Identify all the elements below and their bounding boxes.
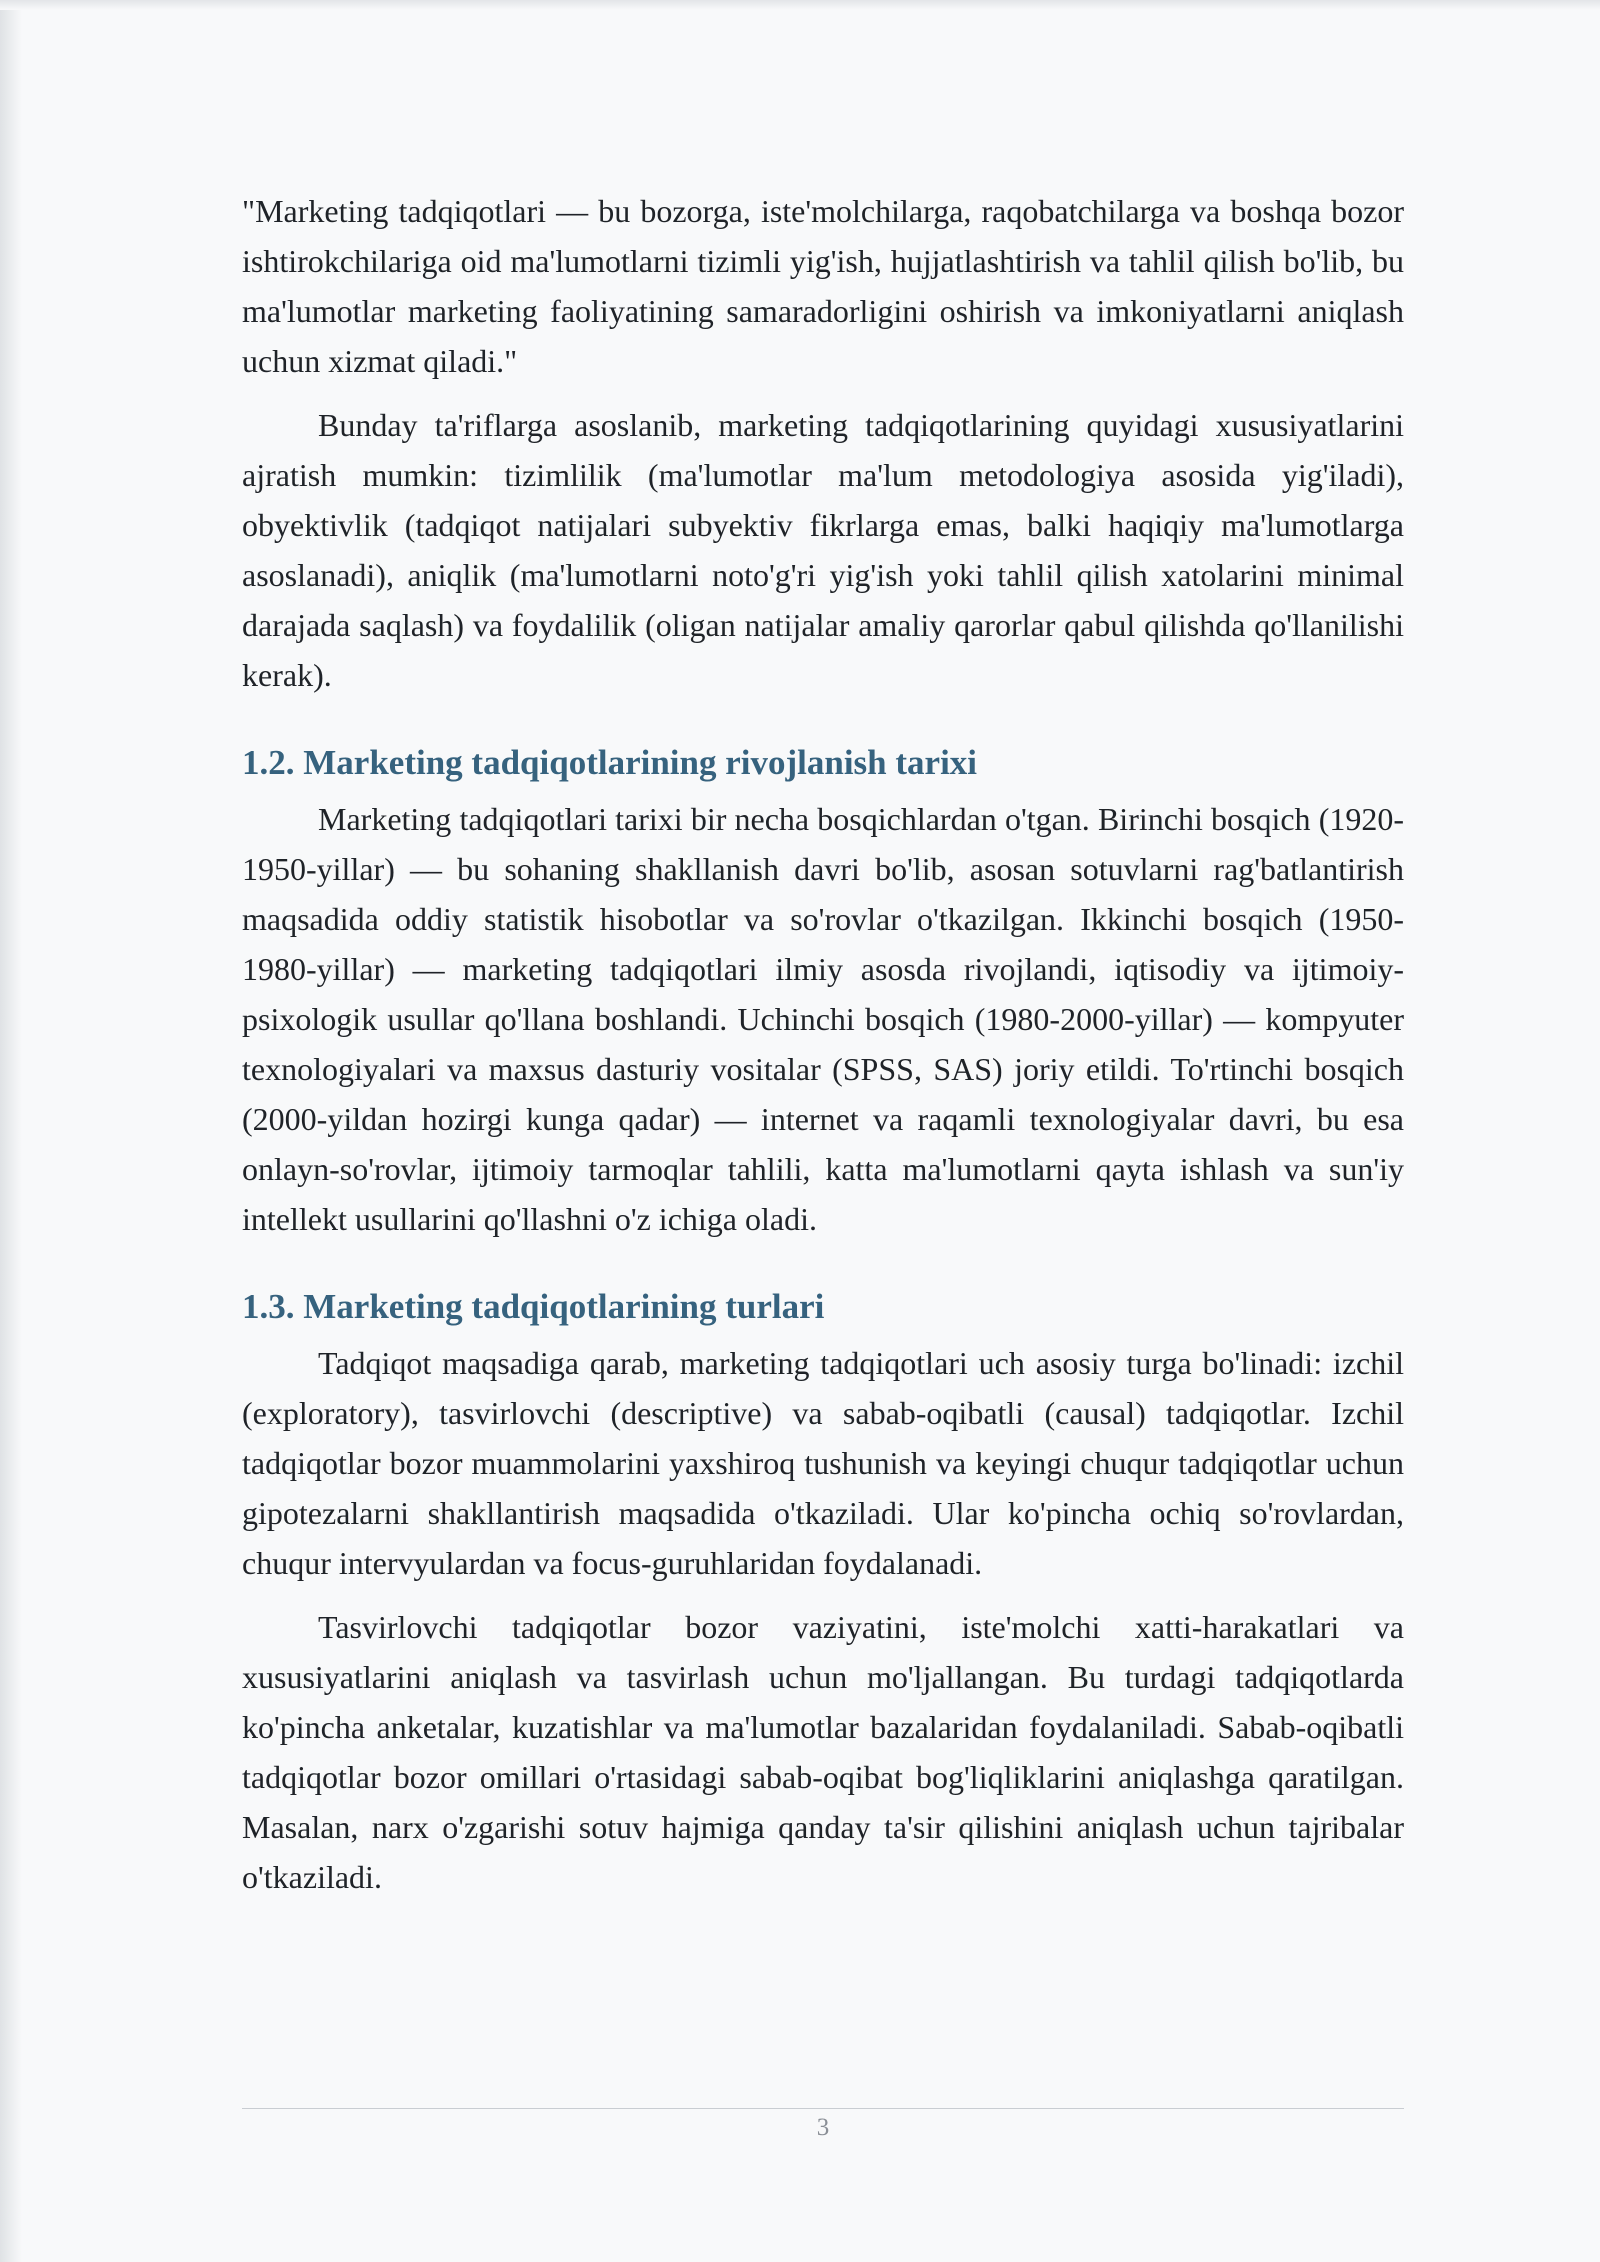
page-top-shadow	[0, 0, 1600, 10]
paragraph-features: Bunday ta'riflarga asoslanib, marketing tadqiqotlarining quyidagi xususiyatlarini ajratish mumkin: tizimlilik (ma'lumotlar ma'lum metodologiya asosida yig'iladi), obyektivlik (tadqiqot natijalari subyektiv fikrlarga emas, balki haqiqiy ma'lumotlarga asoslanadi), aniqlik (ma'lumotlarni noto'g'ri yig'ish yoki tahlil qilish xatolarini minimal darajada saqlash) va foydalilik (oligan natijalar amaliy qarorlar qabul qilishda qo'llanilishi kerak).	[242, 407, 1404, 693]
footer-divider	[242, 2108, 1404, 2109]
section-heading-1-3: 1.3. Marketing tadqiqotlarining turlari	[242, 1287, 825, 1326]
paragraph-types-1: Tadqiqot maqsadiga qarab, marketing tadqiqotlari uch asosiy turga bo'linadi: izchil (exploratory), tasvirlovchi (descriptive) va sabab-oqibatli (causal) tadqiqotlar. Izchil tadqiqotlar bozor muammolarini yaxshiroq tushunish va keyingi chuqur tadqiqotlar uchun gipotezalarni shakllantirish maqsadida o'tkaziladi. Ular ko'pincha ochiq so'rovlardan, chuqur intervyulardan va focus-guruhlaridan foydalanadi.	[242, 1345, 1404, 1581]
paragraph-history: Marketing tadqiqotlari tarixi bir necha bosqichlardan o'tgan. Birinchi bosqich (1920-1950-yillar) — bu sohaning shakllanish davri bo'lib, asosan sotuvlarni rag'batlantirish maqsadida oddiy statistik hisobotlar va so'rovlar o'tkazilgan. Ikkinchi bosqich (1950-1980-yillar) — marketing tadqiqotlari ilmiy asosda rivojlandi, iqtisodiy va ijtimoiy-psixologik usullar qo'llana boshlandi. Uchinchi bosqich (1980-2000-yillar) — kompyuter texnologiyalari va maxsus dasturiy vositalar (SPSS, SAS) joriy etildi. To'rtinchi bosqich (2000-yildan hozirgi kunga qadar) — internet va raqamli texnologiyalar davri, bu esa onlayn-so'rovlar, ijtimoiy tarmoqlar tahlili, katta ma'lumotlarni qayta ishlash va sun'iy intellekt usullarini qo'llashni o'z ichiga oladi.	[242, 801, 1404, 1237]
page-edge-shadow	[0, 0, 22, 2262]
page-number: 3	[816, 2114, 830, 2141]
paragraph-types-2: Tasvirlovchi tadqiqotlar bozor vaziyatini, iste'molchi xatti-harakatlari va xususiyatlarini aniqlash va tasvirlash uchun mo'ljallangan. Bu turdagi tadqiqotlarda ko'pincha anketalar, kuzatishlar va ma'lumotlar bazalaridan foydalaniladi. Sabab-oqibatli tadqiqotlar bozor omillari o'rtasidagi sabab-oqibat bog'liqliklarini aniqlashga qaratilgan. Masalan, narx o'zgarishi sotuv hajmiga qanday ta'sir qilishini aniqlash uchun tajribalar o'tkaziladi.	[242, 1609, 1404, 1895]
paragraph-quote: "Marketing tadqiqotlari — bu bozorga, iste'molchilarga, raqobatchilarga va boshqa bozor ishtirokchilariga oid ma'lumotlarni tizimli yig'ish, hujjatlashtirish va tahlil qilish bo'lib, bu ma'lumotlar marketing faoliyatining samaradorligini oshirish va imkoniyatlarni aniqlash uchun xizmat qiladi."	[242, 193, 1404, 379]
page-body	[242, 186, 1404, 1902]
section-heading-1-2: 1.2. Marketing tadqiqotlarining rivojlanish tarixi	[242, 743, 978, 782]
